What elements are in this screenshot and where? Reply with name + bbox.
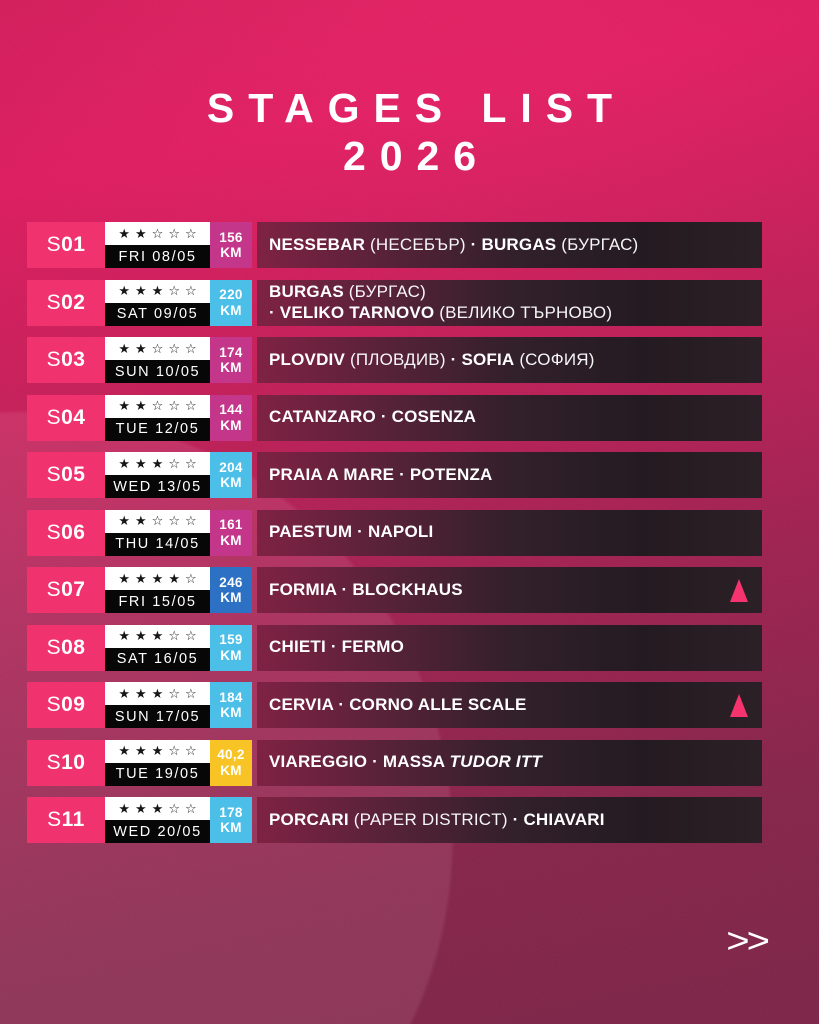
- stage-date: TUE 12/05: [105, 418, 210, 441]
- stage-date: THU 14/05: [105, 533, 210, 556]
- distance-value: 184: [219, 689, 243, 705]
- distance-unit: KM: [220, 360, 242, 375]
- route-bar: [257, 797, 762, 843]
- stage-prefix: S: [46, 693, 62, 716]
- route-segment: VIAREGGIO · MASSA: [269, 752, 450, 772]
- route-bar: [257, 452, 762, 498]
- stage-prefix: S: [46, 233, 62, 256]
- stage-row: [27, 395, 762, 441]
- stage-date: SAT 16/05: [105, 648, 210, 671]
- route-bar: [257, 337, 762, 383]
- distance-badge: [210, 222, 252, 268]
- stage-prefix: S: [46, 750, 62, 774]
- stage-prefix: S: [46, 463, 62, 486]
- stars-date-stack: [105, 740, 210, 786]
- distance-badge: [210, 740, 252, 786]
- distance-value: 40,2: [217, 747, 245, 763]
- stage-date: WED 13/05: [105, 475, 210, 498]
- route-line: [269, 303, 748, 324]
- route-text: [269, 522, 748, 543]
- star-rating: ★★★☆☆: [105, 625, 210, 648]
- route-bar: [257, 567, 762, 613]
- stage-date: SUN 17/05: [105, 705, 210, 728]
- route-text: [269, 407, 748, 428]
- route-segment: (PAPER DISTRICT): [348, 809, 513, 829]
- route-text: [269, 465, 748, 486]
- distance-value: 220: [219, 287, 243, 303]
- stage-number-badge: [27, 222, 105, 268]
- distance-value: 144: [219, 402, 243, 418]
- stage-number-badge: [27, 452, 105, 498]
- stage-date: SAT 09/05: [105, 303, 210, 326]
- stage-number-badge: [27, 567, 105, 613]
- star-rating: ★★★☆☆: [105, 280, 210, 303]
- stage-number: 04: [61, 405, 86, 429]
- stage-number-badge: [27, 740, 105, 786]
- distance-badge: [210, 797, 252, 843]
- star-rating: ★★☆☆☆: [105, 337, 210, 360]
- route-segment: CERVIA · CORNO ALLE SCALE: [269, 694, 527, 714]
- route-segment: SOFIA: [461, 349, 515, 369]
- distance-badge: [210, 510, 252, 556]
- stage-number-badge: [27, 797, 105, 843]
- route-segment: (БУРГАС): [556, 234, 639, 254]
- star-rating: ★★★☆☆: [105, 682, 210, 705]
- stage-date: TUE 19/05: [105, 763, 210, 786]
- route-segment: PAESTUM · NAPOLI: [269, 522, 434, 542]
- distance-value: 178: [219, 804, 243, 820]
- route-text: [269, 282, 748, 323]
- distance-badge: [210, 337, 252, 383]
- stage-prefix: S: [46, 290, 62, 314]
- stage-number: 10: [61, 750, 86, 774]
- route-segment: CHIAVARI: [523, 809, 605, 829]
- stage-date: SUN 10/05: [105, 360, 210, 383]
- stage-prefix: S: [46, 578, 62, 601]
- route-line: [269, 580, 722, 601]
- route-segment: ·: [450, 349, 462, 369]
- stage-number: 06: [61, 520, 86, 544]
- route-segment: PORCARI: [269, 809, 349, 829]
- distance-unit: KM: [220, 705, 242, 720]
- stage-number-badge: [27, 395, 105, 441]
- stars-date-stack: [105, 682, 210, 728]
- stars-date-stack: [105, 395, 210, 441]
- stars-date-stack: [105, 222, 210, 268]
- route-segment: · VELIKO TARNOVO: [269, 302, 435, 322]
- route-segment: NESSEBAR: [269, 234, 366, 254]
- route-segment: BURGAS: [269, 281, 344, 301]
- stage-row: [27, 452, 762, 498]
- star-rating: ★★☆☆☆: [105, 222, 210, 245]
- distance-badge: [210, 280, 252, 326]
- distance-badge: [210, 682, 252, 728]
- stage-prefix: S: [47, 808, 62, 831]
- route-line: [269, 465, 748, 486]
- distance-unit: KM: [220, 647, 242, 663]
- route-line: [269, 350, 748, 371]
- stage-prefix: S: [46, 348, 62, 371]
- route-segment: CHIETI · FERMO: [269, 637, 405, 657]
- star-rating: ★★☆☆☆: [105, 395, 210, 418]
- route-segment: ·: [512, 809, 524, 829]
- stage-number: 11: [61, 808, 85, 831]
- route-bar: [257, 280, 762, 326]
- star-rating: ★★★★☆: [105, 567, 210, 590]
- route-segment: (НЕСЕБЪР): [365, 234, 471, 254]
- route-text: [269, 580, 722, 601]
- route-bar: [257, 395, 762, 441]
- route-text: [269, 752, 748, 773]
- route-segment: (ВЕЛИКО ТЪРНОВО): [434, 302, 613, 322]
- distance-value: 246: [219, 574, 243, 590]
- route-segment: TUDOR ITT: [449, 752, 542, 772]
- route-text: [269, 637, 748, 658]
- route-segment: CATANZARO · COSENZA: [269, 407, 477, 427]
- stage-number-badge: [27, 337, 105, 383]
- stars-date-stack: [105, 452, 210, 498]
- stage-row: [27, 625, 762, 671]
- route-bar: [257, 625, 762, 671]
- route-line: [269, 522, 748, 543]
- route-line: [269, 695, 722, 716]
- route-bar: [257, 740, 762, 786]
- distance-unit: KM: [220, 590, 242, 605]
- route-segment: (ПЛОВДИВ): [345, 349, 451, 369]
- stage-date: WED 20/05: [105, 820, 210, 843]
- route-line: [269, 752, 748, 773]
- distance-unit: KM: [220, 302, 242, 318]
- stage-number: 02: [61, 290, 86, 314]
- stars-date-stack: [105, 567, 210, 613]
- stage-number: 03: [61, 348, 86, 371]
- star-rating: ★★☆☆☆: [105, 510, 210, 533]
- stage-prefix: S: [46, 635, 62, 659]
- stage-row: [27, 740, 762, 786]
- distance-value: 174: [219, 344, 243, 360]
- stars-date-stack: [105, 625, 210, 671]
- distance-value: 204: [219, 459, 243, 475]
- route-text: [269, 695, 722, 716]
- route-segment: ·: [470, 234, 482, 254]
- stage-prefix: S: [46, 520, 62, 544]
- route-text: [269, 350, 748, 371]
- route-segment: FORMIA · BLOCKHAUS: [269, 579, 463, 599]
- stars-date-stack: [105, 510, 210, 556]
- distance-unit: KM: [220, 532, 242, 548]
- star-rating: ★★★☆☆: [105, 452, 210, 475]
- stars-date-stack: [105, 797, 210, 843]
- distance-badge: [210, 452, 252, 498]
- route-segment: (СОФИЯ): [514, 349, 595, 369]
- star-rating: ★★★☆☆: [105, 797, 210, 820]
- distance-unit: KM: [220, 245, 242, 260]
- route-segment: BURGAS: [481, 234, 557, 254]
- stage-number-badge: [27, 510, 105, 556]
- star-rating: ★★★☆☆: [105, 740, 210, 763]
- route-text: [269, 235, 748, 256]
- stage-row: [27, 797, 762, 843]
- stage-number: 08: [61, 635, 86, 659]
- route-line: [269, 407, 748, 428]
- stage-row: [27, 222, 762, 268]
- stage-number: 01: [61, 233, 86, 256]
- stage-number: 07: [61, 578, 86, 601]
- stars-date-stack: [105, 280, 210, 326]
- route-segment: (БУРГАС): [343, 281, 426, 301]
- next-page-button[interactable]: >>: [726, 921, 767, 961]
- stage-number-badge: [27, 280, 105, 326]
- distance-unit: KM: [220, 762, 242, 778]
- page-title: [0, 84, 819, 181]
- route-segment: PLOVDIV: [269, 349, 346, 369]
- route-text: [269, 810, 748, 831]
- distance-badge: [210, 625, 252, 671]
- route-line: [269, 282, 748, 303]
- distance-unit: KM: [220, 820, 242, 835]
- stars-date-stack: [105, 337, 210, 383]
- stage-row: [27, 682, 762, 728]
- route-line: [269, 810, 748, 831]
- distance-badge: [210, 567, 252, 613]
- distance-unit: KM: [220, 417, 242, 433]
- stage-number: 05: [61, 463, 86, 486]
- route-segment: PRAIA A MARE · POTENZA: [269, 464, 493, 484]
- stage-number-badge: [27, 682, 105, 728]
- route-bar: [257, 682, 762, 728]
- stage-number: 09: [61, 693, 86, 716]
- mountain-icon: [730, 694, 748, 717]
- stage-row: [27, 567, 762, 613]
- distance-value: 159: [219, 632, 243, 648]
- stage-number-badge: [27, 625, 105, 671]
- route-bar: [257, 510, 762, 556]
- stage-row: [27, 280, 762, 326]
- distance-value: 161: [219, 517, 243, 533]
- stage-prefix: S: [46, 405, 62, 429]
- route-line: [269, 637, 748, 658]
- distance-badge: [210, 395, 252, 441]
- distance-value: 156: [219, 229, 243, 245]
- distance-unit: KM: [220, 475, 242, 490]
- route-bar: [257, 222, 762, 268]
- stage-date: FRI 15/05: [105, 590, 210, 613]
- route-line: [269, 235, 748, 256]
- stage-row: [27, 510, 762, 556]
- mountain-icon: [730, 579, 748, 602]
- stage-date: FRI 08/05: [105, 245, 210, 268]
- title-line-1: STAGES LIST: [206, 85, 627, 131]
- title-line-2: 2026: [342, 133, 490, 180]
- stage-list: [27, 222, 762, 855]
- stage-row: [27, 337, 762, 383]
